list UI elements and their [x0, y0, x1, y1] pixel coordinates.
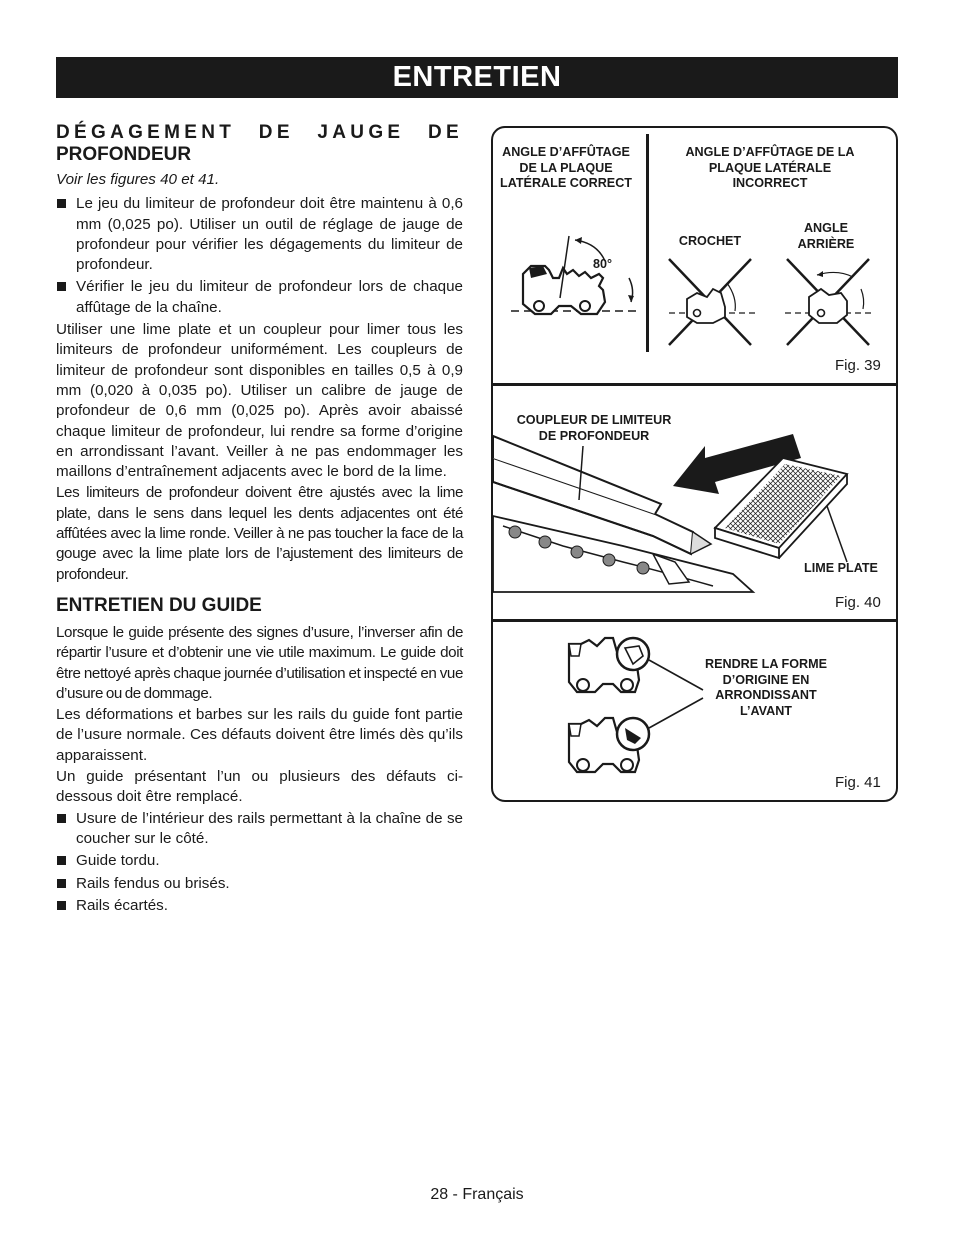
bullet-item: Rails écartés. — [56, 896, 463, 916]
fig39-label-correct: ANGLE D’AFFÛTAGE DE LA PLAQUE LATÉRALE CORRECT — [500, 145, 632, 190]
paragraph: Les limiteurs de profondeur doivent être ajustés avec la lime plate, dans le sens dans lequel les dents adjacentes ont été affûtées avec la lime ronde. Veiller à ne pas toucher la face de la gouge avec la lime plate lors de l’ajustement des limiteurs de profondeur. — [56, 484, 463, 583]
fig39-back-angle-x-icon — [781, 253, 881, 353]
section-heading-depth-gauge-line2: PROFONDEUR — [56, 144, 192, 165]
left-column — [56, 122, 463, 918]
paragraph: Un guide présentant l’un ou plusieurs des défauts ci-dessous doit être remplacé. — [56, 768, 463, 806]
fig40-filing-illustration — [493, 386, 896, 598]
fig39-label-back-angle: ANGLE ARRIÈRE — [797, 221, 855, 251]
fig39-angle-label: 80° — [593, 257, 613, 271]
bullet-item: Guide tordu. — [56, 851, 463, 871]
bullet-item: Rails fendus ou brisés. — [56, 874, 463, 894]
fig39-label-hook: CROCHET — [678, 234, 742, 248]
paragraph: Lorsque le guide présente des signes d’usure, l’inverser afin de répartir l’usure et d’obtenir une vie utile maximum. Le guide doit être nettoyé après chaque journée d’utilisation et inspecté en vue d’usure ou de dommage. — [56, 623, 463, 702]
fig39-caption: Fig. 39 — [835, 357, 881, 374]
bullet-item: Vérifier le jeu du limiteur de profondeur lors de chaque affûtage de la chaîne. — [56, 277, 463, 318]
fig39-correct-cutter-illustration — [493, 128, 653, 348]
fig41-depth-limiter-illustration — [493, 622, 743, 798]
fig40-caption: Fig. 40 — [835, 594, 881, 611]
guide-bullet-list — [56, 809, 463, 916]
fig39-label-incorrect: ANGLE D’AFFÛTAGE DE LA PLAQUE LATÉRALE INCORRECT — [685, 145, 855, 190]
fig40-label-coupler: COUPLEUR DE LIMITEUR DE PROFONDEUR — [516, 413, 672, 443]
bullet-item: Usure de l’intérieur des rails permettant à la chaîne de se coucher sur le côté. — [56, 809, 463, 850]
figure-reference: Voir les figures 40 et 41. — [56, 171, 220, 188]
page-banner-title: ENTRETIEN — [56, 57, 898, 98]
fig39-hook-x-icon — [663, 253, 763, 353]
fig40-label-flat-file: LIME PLATE — [804, 561, 878, 575]
page-footer: 28 - Français — [430, 1186, 524, 1203]
depth-gauge-bullet-list — [56, 194, 463, 318]
section-heading-guide-maintenance: ENTRETIEN DU GUIDE — [56, 594, 262, 616]
section-heading-depth-gauge: DÉGAGEMENT DE JAUGE DE — [56, 122, 463, 143]
fig41-label-round-front: RENDRE LA FORME D’ORIGINE EN ARRONDISSANT L’AVANT — [705, 657, 827, 718]
paragraph: Les déformations et barbes sur les rails du guide font partie de l’usure normale. Ces défauts doivent être limés dès qu’ils apparaissent. — [56, 706, 463, 764]
fig41-bottom-link — [569, 718, 649, 772]
fig41-top-link — [569, 638, 649, 692]
paragraph: Utiliser une lime plate et un coupleur pour limer tous les limiteurs de profondeur uniformément. Les coupleurs de limiteur de profondeur sont disponibles en tailles 0,5 à 0,9 mm (0,020 à 0,035 po). Utiliser un calibre de jauge de profondeur de 0,6 mm (0,025 po). Après avoir abaissé chaque limiteur de profondeur, lui rendre sa forme d’origine en arrondissant l’avant. Veiller à ne pas endommager les maillons d’entraînement adjacents avec le bord de la lime. — [56, 321, 463, 481]
figures-panel — [491, 126, 898, 802]
fig41-caption: Fig. 41 — [835, 774, 881, 791]
bullet-item: Le jeu du limiteur de profondeur doit être maintenu à 0,6 mm (0,025 po). Utiliser un outil de réglage de jauge de profondeur pour vérifier les dégagements du limiteur de profondeur. — [56, 194, 463, 275]
